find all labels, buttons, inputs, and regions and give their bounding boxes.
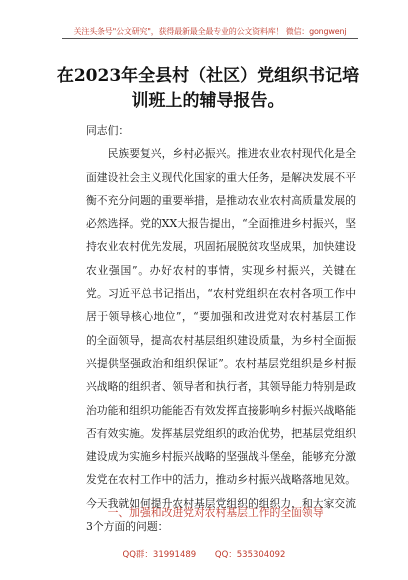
body-paragraph: 民族要复兴，乡村必振兴。推进农业农村现代化是全面建设社会主义现代化国家的重大任务，是解决发展不平衡不充分问题的重要举措，是推动农业农村高质量发展的必然选择。党的XX大报告提出，“全面推进乡村振兴，坚持农业农村优先发展，巩固拓展脱贫攻坚成果，加快建设农业强国”。办好农村的事情，实现乡村振兴，关键在党。习近平总书记指出，“农村党组织在农村各项工作中居于领导核心地位”，“要加强和改进党对农村基层工作的全面领导，提高农村基层组织建设质量，为乡村全面振兴提供坚强政治和组织保证”。农村基层党组织是乡村振兴战略的组织者、领导者和执行者，其领导能力特别是政治功能和组织功能能否有效发挥直接影响乡村振兴战略能否有效实施。发挥基层党组织的政治优势，把基层党组织建设成为实施乡村振兴战略的坚强战斗堡垒，能够充分激发党在农村工作中的活力，推动乡村振兴战略落地见效。今天我就如何提升农村基层党组织的组织力，和大家交流3个方面的问题： — [86, 147, 356, 534]
header-divider — [62, 38, 358, 39]
document-body — [86, 119, 356, 538]
document-title — [50, 64, 366, 114]
salutation: 同志们： — [86, 124, 130, 137]
header-banner: 关注头条号"公文研究"，获得最新最全最专业的公文资料库！ 微信：gongwenj — [73, 27, 347, 36]
title-line-1: 在2023年全县村（社区）党组织书记培 — [56, 66, 360, 86]
title-line-2: 训班上的辅导报告。 — [131, 91, 285, 111]
footer-contact — [0, 548, 408, 560]
footer-qq-group: QQ群：31991489 — [122, 550, 197, 560]
footer-qq: QQ：535304092 — [214, 550, 286, 560]
section-heading: 一、加强和改进党对农村基层工作的全面领导 — [107, 506, 324, 519]
